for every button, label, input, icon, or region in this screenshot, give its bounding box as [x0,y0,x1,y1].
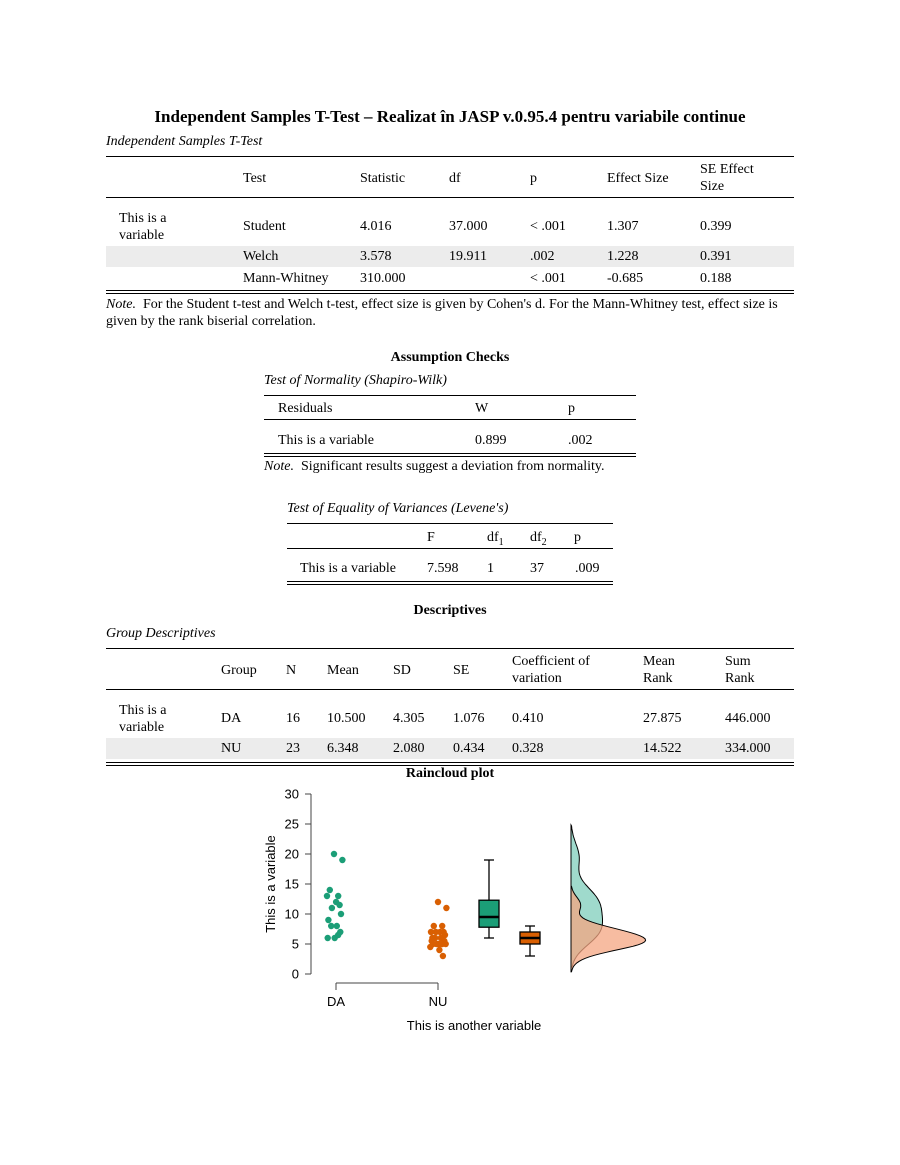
data-point [328,923,334,929]
header-mean: Mean [327,663,359,678]
data-point [436,947,442,953]
data-point [438,941,444,947]
table-cell: NU [221,741,242,756]
variable-label-line2: variable [119,228,165,243]
data-point [335,893,341,899]
table-cell: 0.410 [512,711,544,726]
table-cell: -0.685 [607,271,644,286]
data-point [338,911,344,917]
y-tick-label: 5 [291,936,299,952]
variable-label-line2: variable [119,720,165,735]
data-point [334,923,340,929]
note-label: Note. [106,297,136,312]
table-cell: 1 [487,561,494,576]
header-df: df [449,171,461,186]
page-title: Independent Samples T-Test – Realizat în JASP v.0.95.4 pentru variabile continue [154,107,746,126]
table-cell: 0.188 [700,271,732,286]
table-cell: This is a variable [278,433,375,448]
data-point [325,935,331,941]
table-cell: 1.228 [607,249,639,264]
data-point [336,902,342,908]
x-tick-label: NU [428,994,448,1009]
data-point [324,893,330,899]
normality-subtitle: Test of Normality (Shapiro-Wilk) [264,373,447,388]
header-w: W [475,401,489,416]
box-rect [479,900,499,927]
table-cell: 0.391 [700,249,732,264]
table-cell: 1.307 [607,219,639,234]
table-cell: .002 [530,249,555,264]
table-cell: 19.911 [449,249,487,264]
table-cell: Welch [243,249,279,264]
data-point [329,905,335,911]
header-mean-rank-line1: Mean [643,654,675,669]
header-df1-sub: 1 [498,536,504,548]
header-group: Group [221,663,257,678]
table-cell: 14.522 [643,741,682,756]
data-point [439,923,445,929]
table-cell: 446.000 [725,711,771,726]
data-point [335,932,341,938]
data-point [433,929,439,935]
x-axis-line [336,983,438,990]
header-cv-line2: variation [512,671,562,686]
table-cell: 6.348 [327,741,359,756]
header-statistic: Statistic [360,171,406,186]
table-cell: .002 [568,433,593,448]
table-cell: 4.016 [360,219,392,234]
header-p: p [568,401,575,416]
y-tick-label: 30 [284,786,299,802]
table-cell: 10.500 [327,711,366,726]
header-se: SE [453,663,470,678]
table-cell: < .001 [530,271,566,286]
header-df1-main: df [487,530,499,545]
table-cell: 0.328 [512,741,544,756]
y-tick-label: 15 [284,876,299,892]
data-point [435,899,441,905]
header-p: p [574,530,581,545]
data-point [325,917,331,923]
header-f: F [427,530,435,545]
data-point [327,887,333,893]
header-se-effect-line2: Size [700,179,725,194]
table-cell: 1.076 [453,711,485,726]
data-point [331,851,337,857]
data-point [443,905,449,911]
table-cell: DA [221,711,242,726]
table-cell: 7.598 [427,561,459,576]
table-cell: 23 [286,741,300,756]
table-cell: Student [243,219,286,234]
table-cell: 334.000 [725,741,771,756]
data-point [440,953,446,959]
table-cell: 4.305 [393,711,425,726]
header-p: p [530,171,537,186]
table-cell: 2.080 [393,741,425,756]
header-cv-line1: Coefficient of [512,654,590,669]
data-point [339,857,345,863]
y-tick-label: 20 [284,846,299,862]
header-sum-rank-line1: Sum [725,654,751,669]
data-point [427,944,433,950]
table-cell: Mann-Whitney [243,271,329,286]
table-cell: 0.899 [475,433,507,448]
levene-subtitle: Test of Equality of Variances (Levene's) [287,501,509,516]
table-cell: 16 [286,711,300,726]
table-cell: 37.000 [449,219,488,234]
x-tick-label: DA [326,994,346,1009]
header-df2-sub: 2 [541,536,547,548]
table-cell: 37 [530,561,544,576]
header-effect-size: Effect Size [607,171,669,186]
note-text: Significant results suggest a deviation from normality. [300,459,605,474]
note-text: For the Student t-test and Welch t-test, effect size is given by Cohen's d. For the Mann-Whitney test, effect size is given by the rank biserial correlation. [106,297,778,329]
y-tick-label: 10 [284,906,299,922]
assumption-checks-title: Assumption Checks [390,350,510,365]
raincloud-title: Raincloud plot [405,766,495,781]
header-test: Test [243,171,267,186]
header-se-effect-line1: SE Effect [700,162,754,177]
header-sum-rank-line2: Rank [725,671,755,686]
ttest-subtitle: Independent Samples T-Test [106,134,263,149]
x-axis-label: This is another variable [406,1018,542,1033]
header-df2-main: df [530,530,542,545]
table-cell: 27.875 [643,711,682,726]
y-tick-label: 25 [284,816,299,832]
table-cell: 0.399 [700,219,732,234]
table-cell: < .001 [530,219,566,234]
header-mean-rank-line2: Rank [643,671,673,686]
descriptives-subtitle: Group Descriptives [106,626,216,641]
data-point [431,923,437,929]
table-cell: 310.000 [360,271,406,286]
table-cell: This is a variable [300,561,397,576]
header-n: N [286,663,297,678]
note-label: Note. [264,459,294,474]
y-axis-label: This is a variable [263,835,278,933]
table-cell: .009 [575,561,600,576]
header-residuals: Residuals [278,401,333,416]
header-sd: SD [393,663,411,678]
variable-label-line1: This is a [119,703,167,718]
descriptives-title: Descriptives [413,603,487,618]
table-cell: 0.434 [453,741,485,756]
table-cell: 3.578 [360,249,392,264]
y-tick-label: 0 [291,966,299,982]
variable-label-line1: This is a [119,211,167,226]
